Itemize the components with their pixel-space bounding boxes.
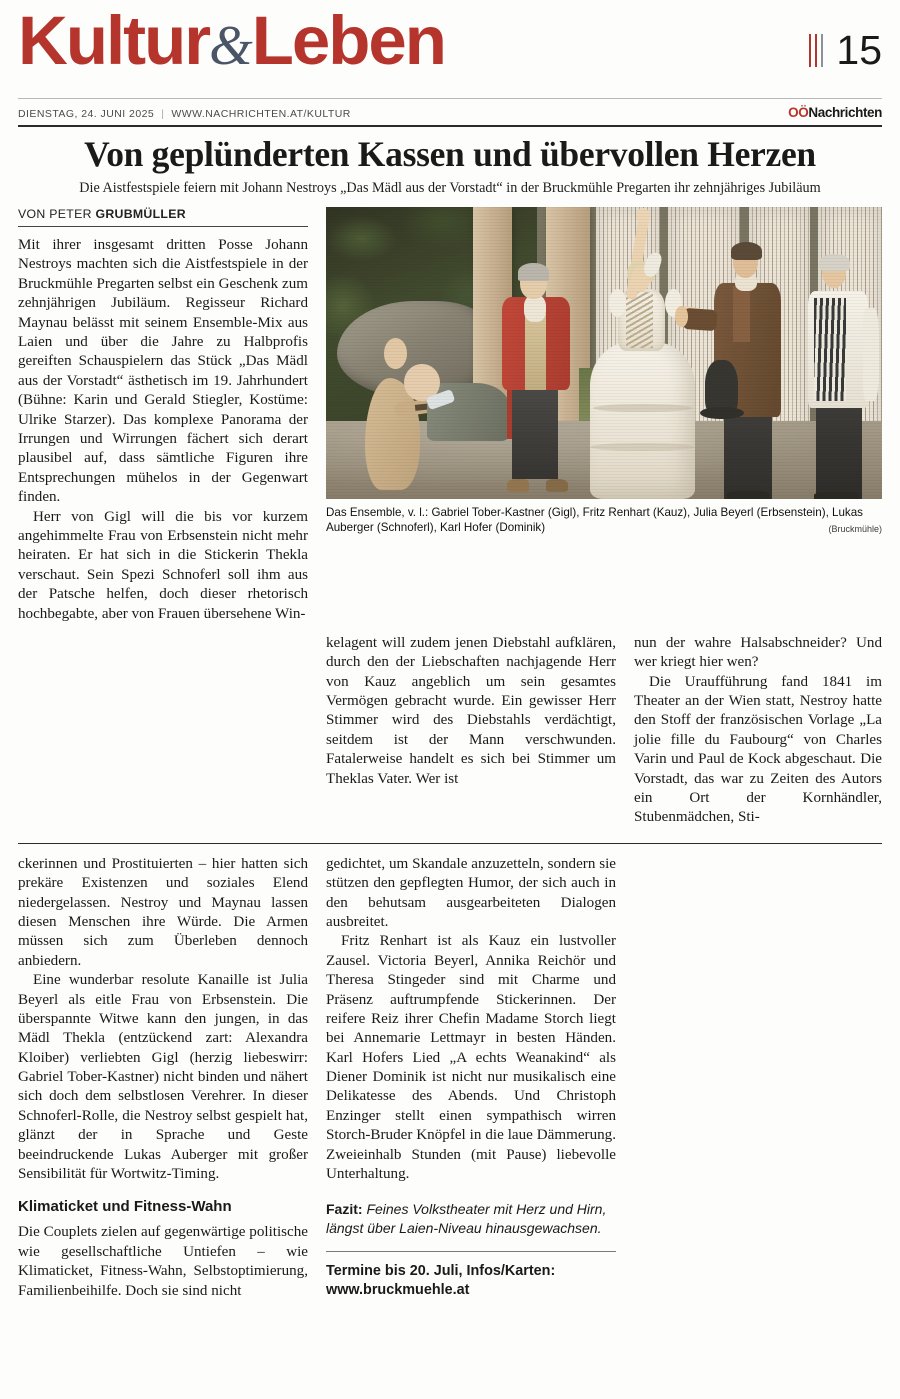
article-photo-block: [326, 207, 882, 624]
page-marker-bars-icon: [809, 34, 823, 67]
paragraph: Fritz Renhart ist als Kauz ein lustvoller Zausel. Victoria Beyerl, Annika Reichör und Theresa Stingeder sind mit Charme und Präsenz auftrumpfende Stickerinnen. Der reifere Reiz ihrer Chefin Madame Storch liegt bei Annemarie Lettmayr in besten Händen. Karl Hofers Lied „A echts Weanakind“ als Diener Dominik ist nicht nur musikalisch eine Delikatesse des Abends. Und Christoph Enzinger stellt einen sympathisch wirren Storch-Bruder Knöpfel in die laue Dämmerung. Zweieinhalb Stunden (mit Pause) liebevolle Unterhaltung.: [326, 933, 616, 1183]
page-number: 15: [836, 27, 882, 73]
fazit-divider: [326, 1251, 616, 1252]
section-divider: [18, 843, 882, 844]
photo-caption: [326, 499, 882, 536]
paragraph: kelagent will zudem jenen Diebstahl aufklären, durch den der Liebschaften nachjagende Herr von Kauz angeblich um sein gesamtes Vermögen gebracht wurde. Ein gewisser Herr Stimmer wird des Diebstahls verdächtigt, seitdem ist der Mann verschwunden. Fatalerweise handelt es sich bei Stimmer um Theklas Vater. Wer ist: [326, 634, 616, 787]
paragraph: Eine wunderbar resolute Kanaille ist Julia Beyerl als eitle Frau von Erbsenstein. Die überspannte Witwe kann den jungen, in das Mädl Thekla (entzückend zart: Alexandra Kloiber) verliebten Gigl (herzig liebeswirr: Gabriel Tober-Kastner) nicht binden und nähert sich doch dem selbstlosen Verehrer. In dieser Schnoferl-Rolle, die Nestroy selbst gespielt hat, glänzt der in Sprache und Geste beeindruckende Lukas Auberger mit großer Sensibilität für Wortwitz-Timing.: [18, 972, 308, 1183]
section-title-part2: Leben: [251, 2, 445, 79]
section-heading: Klimaticket und Fitness-Wahn: [18, 1198, 232, 1216]
section-title-part1: Kultur: [18, 2, 210, 79]
fazit-label: Fazit:: [326, 1201, 363, 1218]
publication-url[interactable]: WWW.NACHRICHTEN.AT/KULTUR: [171, 108, 351, 120]
paragraph: ckerinnen und Prostituierten – hier hatten sich prekäre Existenzen und soziales Elend niedergelassen. Nestroy und Maynau lassen diesen Menschen ihre Würde. Die Armen müssen sich zum Überleben dennoch anbiedern.: [18, 855, 308, 969]
dateline-row: [18, 99, 882, 125]
publication-date: DIENSTAG, 24. JUNI 2025: [18, 108, 155, 120]
top-section: [18, 207, 882, 624]
paragraph: nun der wahre Halsabschneider? Und wer kriegt hier wen?: [634, 634, 882, 671]
termine-line-1: Termine bis 20. Juli, Infos/Karten:: [326, 1262, 556, 1279]
byline-divider: [18, 226, 308, 227]
body-column-1-top: [18, 236, 308, 624]
ampersand-glyph: &: [209, 15, 252, 77]
paragraph: gedichtet, um Skandale anzuzetteln, sondern sie stützen den gepflegten Humor, der sich auch in den behutsam ausgearbeiteten Dialogen ausbreitet.: [326, 855, 616, 930]
article-subheadline: Die Aistfestspiele feiern mit Johann Nestroys „Das Mädl aus der Vorstadt“ in der Bruckmühle Pregarten ihr zehnjähriges Jubiläum: [79, 180, 821, 197]
termine-block: [326, 1262, 616, 1301]
body-column-2-mid: [326, 634, 616, 828]
left-column-top: [18, 207, 308, 624]
body-column-1-bottom: [18, 855, 308, 1301]
bottom-section: [18, 855, 882, 1301]
masthead: [18, 0, 882, 92]
headline-top-rule: [18, 125, 882, 127]
publisher-logo-prefix: OÖ: [788, 105, 809, 120]
mid-spacer-column: [18, 634, 308, 828]
photo-caption-text: Das Ensemble, v. l.: Gabriel Tober-Kastner (Gigl), Fritz Renhart (Kauz), Julia Beyerl (Erbsenstein), Lukas Auberger (Schnoferl), Karl Hofer (Dominik): [326, 506, 863, 535]
paragraph: Herr von Gigl will die bis vor kurzem angehimmelte Frau von Erbsenstein nicht mehr heiraten. Er hat sich in die Stickerin Thekla verschaut. Sein Spezi Schnoferl soll ihm aus der Patsche helfen, doch dieser rhetorisch hochbegabte, aber von Frauen übersehene Win-: [18, 508, 308, 622]
byline-author: GRUBMÜLLER: [95, 207, 186, 222]
body-column-2-bottom: [326, 855, 616, 1185]
body-column-3-mid: [634, 634, 882, 828]
byline-prefix: VON PETER: [18, 207, 92, 222]
byline: [18, 207, 308, 226]
photo-grain-overlay: [326, 207, 882, 499]
photo-credit: (Bruckmühle): [828, 523, 882, 534]
dateline: [18, 108, 351, 120]
paragraph: Mit ihrer insgesamt dritten Posse Johann Nestroys machten sich die Aistfestspiele in der Bruckmühle Pregarten selbst ein Geschenk zum zehnjährigen Jubiläum. Regisseur Richard Maynau belässt mit seinem Ensemble-Mix aus Laien und über die Jahre zu Halbprofis gereiften Schauspielern das Stück „Das Mädl aus der Vorstadt“ ästhetisch im 19. Jahrhundert (Bühne: Karin und Gerald Stiegler, Kostüme: Ulrike Starzer). Das komplexe Panorama der Irrungen und Wirrungen fächert sich derart plausibel auf, dass sämtliche Figuren ihre Entsprechungen mühelos in der Gegenwart finden.: [18, 237, 308, 506]
fazit-text: Feines Volkstheater mit Herz und Hirn, längst über Laien-Niveau hinausgewachsen.: [326, 1201, 607, 1237]
article-headline: Von geplünderten Kassen und übervollen Herzen: [84, 134, 816, 174]
stage-photograph: [326, 207, 882, 499]
publisher-logo: [788, 105, 882, 120]
section-title: [18, 2, 445, 79]
paragraph: Die Couplets zielen auf gegenwärtige politische wie gesellschaftliche Untiefen – wie Klimaticket, Fitness-Wahn, Selbstoptimierung, Familienbeihilfe. Doch sie sind nicht: [18, 1224, 308, 1299]
page-number-group: [809, 27, 882, 73]
dateline-separator: |: [161, 108, 165, 120]
termine-website[interactable]: www.bruckmuehle.at: [326, 1282, 470, 1299]
fazit-block: [326, 1200, 616, 1237]
mid-section: [18, 634, 882, 828]
paragraph: Die Uraufführung fand 1841 im Theater an der Wien statt, Nestroy hatte den Stoff der französischen Vorlage „La jolie fille du Faubourg“ von Charles Varin und Paul de Kock abgeschaut. Die Vorstadt, das war zu Zeiten des Autors ein Ort der Kornhändler, Stubenmädchen, Sti-: [634, 673, 882, 826]
body-column-3-bottom: [634, 855, 882, 1301]
body-column-2-bottom-wrap: [326, 855, 616, 1301]
publisher-logo-suffix: Nachrichten: [808, 105, 882, 120]
